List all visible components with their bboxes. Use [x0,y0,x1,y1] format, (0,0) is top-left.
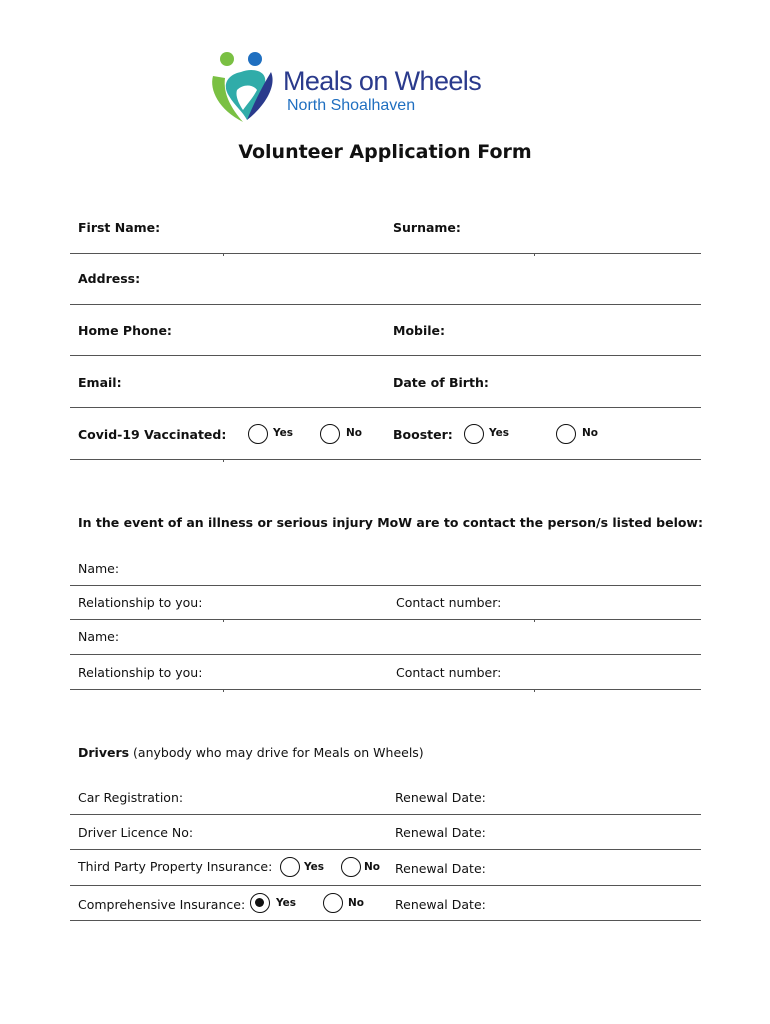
emergency-relationship-row-2 [70,654,701,690]
phone-row [70,304,701,356]
logo-title: Meals on Wheels [283,66,482,96]
covid-row [70,407,701,460]
relationship-label: Relationship to you: [78,665,203,680]
dob-label: Date of Birth: [393,375,489,390]
drivers-heading [78,745,424,760]
third-party-yes-radio[interactable] [280,857,300,877]
name-row [70,210,701,254]
booster-label: Booster: [393,427,453,442]
emergency-intro: In the event of an illness or serious injury MoW are to contact the person/s listed below: [78,515,703,530]
emergency-name-row-1 [70,553,701,586]
third-party-no-radio[interactable] [341,857,361,877]
booster-no-radio[interactable] [556,424,576,444]
booster-yes-radio[interactable] [464,424,484,444]
comprehensive-yes-label: Yes [276,897,297,909]
comprehensive-no-label: No [348,897,365,909]
renewal-date-label: Renewal Date: [395,825,486,840]
third-party-label: Third Party Property Insurance: [78,859,273,874]
emergency-relationship-row-1 [70,585,701,620]
covid-no-label: No [346,427,363,439]
email-label: Email: [78,375,122,390]
address-row [70,253,701,305]
drivers-heading-rest: (anybody who may drive for Meals on Wheels) [129,745,424,760]
renewal-date-label: Renewal Date: [395,897,486,912]
logo-subtitle: North Shoalhaven [287,97,416,114]
covid-yes-radio[interactable] [248,424,268,444]
emergency-name-label: Name: [78,561,120,576]
third-party-yes-label: Yes [304,861,325,873]
car-registration-label: Car Registration: [78,790,184,805]
email-row [70,355,701,408]
logo-heart-icon [207,50,279,126]
form-title: Volunteer Application Form [238,141,532,163]
renewal-date-label: Renewal Date: [395,861,486,876]
contact-number-label: Contact number: [396,595,502,610]
drivers-heading-bold: Drivers [78,745,130,760]
covid-no-radio[interactable] [320,424,340,444]
comprehensive-no-radio[interactable] [323,893,343,913]
meals-on-wheels-logo [207,50,497,130]
first-name-label: First Name: [78,220,161,235]
emergency-name-row-2 [70,619,701,655]
contact-number-label: Contact number: [396,665,502,680]
third-party-row [70,849,701,886]
comprehensive-label: Comprehensive Insurance: [78,897,246,912]
car-registration-row [70,779,701,815]
booster-yes-label: Yes [489,427,510,439]
driver-licence-row [70,814,701,850]
home-phone-label: Home Phone: [78,323,172,338]
driver-licence-label: Driver Licence No: [78,825,194,840]
cell-divider [223,689,224,692]
relationship-label: Relationship to you: [78,595,203,610]
cell-divider [534,689,535,692]
third-party-no-label: No [364,861,381,873]
covid-vaccinated-label: Covid-19 Vaccinated: [78,427,227,442]
emergency-name-label: Name: [78,629,120,644]
address-label: Address: [78,271,141,286]
surname-label: Surname: [393,220,461,235]
covid-yes-label: Yes [273,427,294,439]
renewal-date-label: Renewal Date: [395,790,486,805]
cell-divider [223,459,224,462]
comprehensive-row [70,885,701,921]
mobile-label: Mobile: [393,323,446,338]
booster-no-label: No [582,427,599,439]
comprehensive-yes-radio[interactable] [250,893,270,913]
